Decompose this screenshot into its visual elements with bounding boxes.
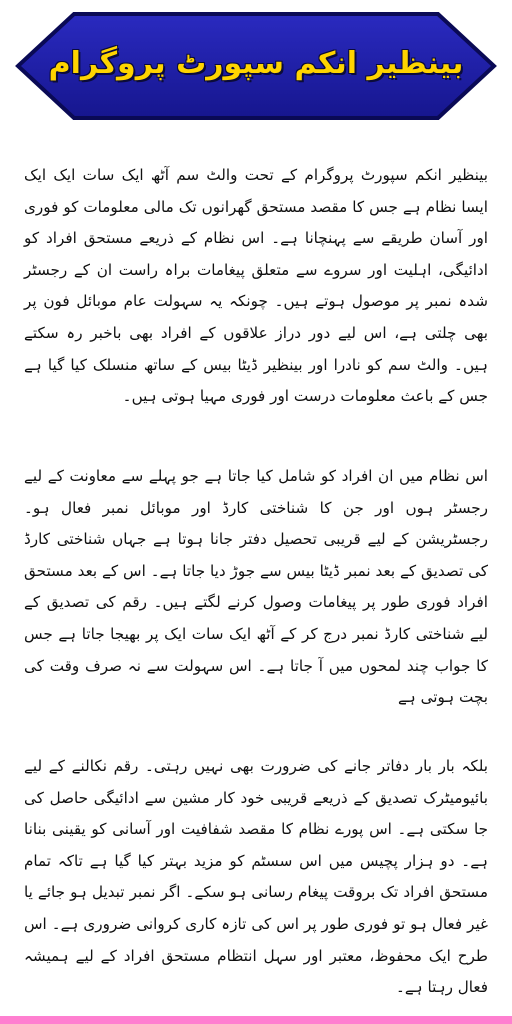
article-paragraph-1: بینظیر انکم سپورٹ پروگرام کے تحت والٹ سم آٹھ ایک سات ایک ایک ایسا نظام ہے جس کا مقصد مستحق گھرانوں تک مالی معلومات کو فوری اور آسان طریقے سے پہنچانا ہے۔ اس نظام کے ذریعے مستحق افراد کو ادائیگی، اہلیت اور سروے سے متعلق پیغامات براہ راست ان کے رجسٹر شدہ نمبر پر موصول ہوتے ہیں۔ چونکہ یہ سہولت عام موبائل فون پر بھی چلتی ہے، اس لیے دور دراز علاقوں کے افراد بھی باخبر رہ سکتے ہیں۔ والٹ سم کو نادرا اور بینظیر ڈیٹا بیس کے ساتھ منسلک کیا گیا ہے جس کے باعث معلومات درست اور فوری مہیا ہوتی ہیں۔ — [24, 166, 488, 406]
footer-bar — [0, 1016, 512, 1024]
article-paragraph-3: بلکہ بار بار دفاتر جانے کی ضرورت بھی نہیں رہتی۔ رقم نکالنے کے لیے بائیومیٹرک تصدیق کے ذریعے قریبی خود کار مشین سے ادائیگی حاصل کی جا سکتی ہے۔ اس پورے نظام کا مقصد شفافیت اور آسانی کو یقینی بنانا ہے۔ دو ہزار پچیس میں اس سسٹم کو مزید بہتر کیا گیا ہے تاکہ تمام مستحق افراد تک بروقت پیغام رسانی ہو سکے۔ اگر نمبر تبدیل ہو جائے یا غیر فعال ہو تو فوری طور پر اس کی تازہ کاری کروانی ضروری ہے۔ اس طرح ایک محفوظ، معتبر اور سہل انتظام مستحق افراد کے لیے ہمیشہ فعال رہتا ہے۔ — [24, 757, 488, 997]
article-paragraph-2: اس نظام میں ان افراد کو شامل کیا جاتا ہے جو پہلے سے معاونت کے لیے رجسٹر ہوں اور جن کا شناختی کارڈ اور موبائل نمبر فعال ہو۔ رجسٹریشن کے لیے قریبی تحصیل دفتر جانا ہوتا ہے جہاں شناختی کارڈ کی تصدیق کے بعد نمبر ڈیٹا بیس سے جوڑ دیا جاتا ہے۔ اس کے بعد مستحق افراد فوری طور پر پیغامات وصول کرنے لگتے ہیں۔ رقم کی تصدیق کے لیے شناختی کارڈ نمبر درج کر کے آٹھ ایک سات ایک پر بھیجا جاتا ہے جس کا جواب چند لمحوں میں آ جاتا ہے۔ اس سہولت سے نہ صرف وقت کی بچت ہوتی ہے — [24, 467, 488, 707]
header-banner — [14, 10, 498, 122]
page-title: بینظیر انکم سپورٹ پروگرام — [48, 45, 464, 81]
